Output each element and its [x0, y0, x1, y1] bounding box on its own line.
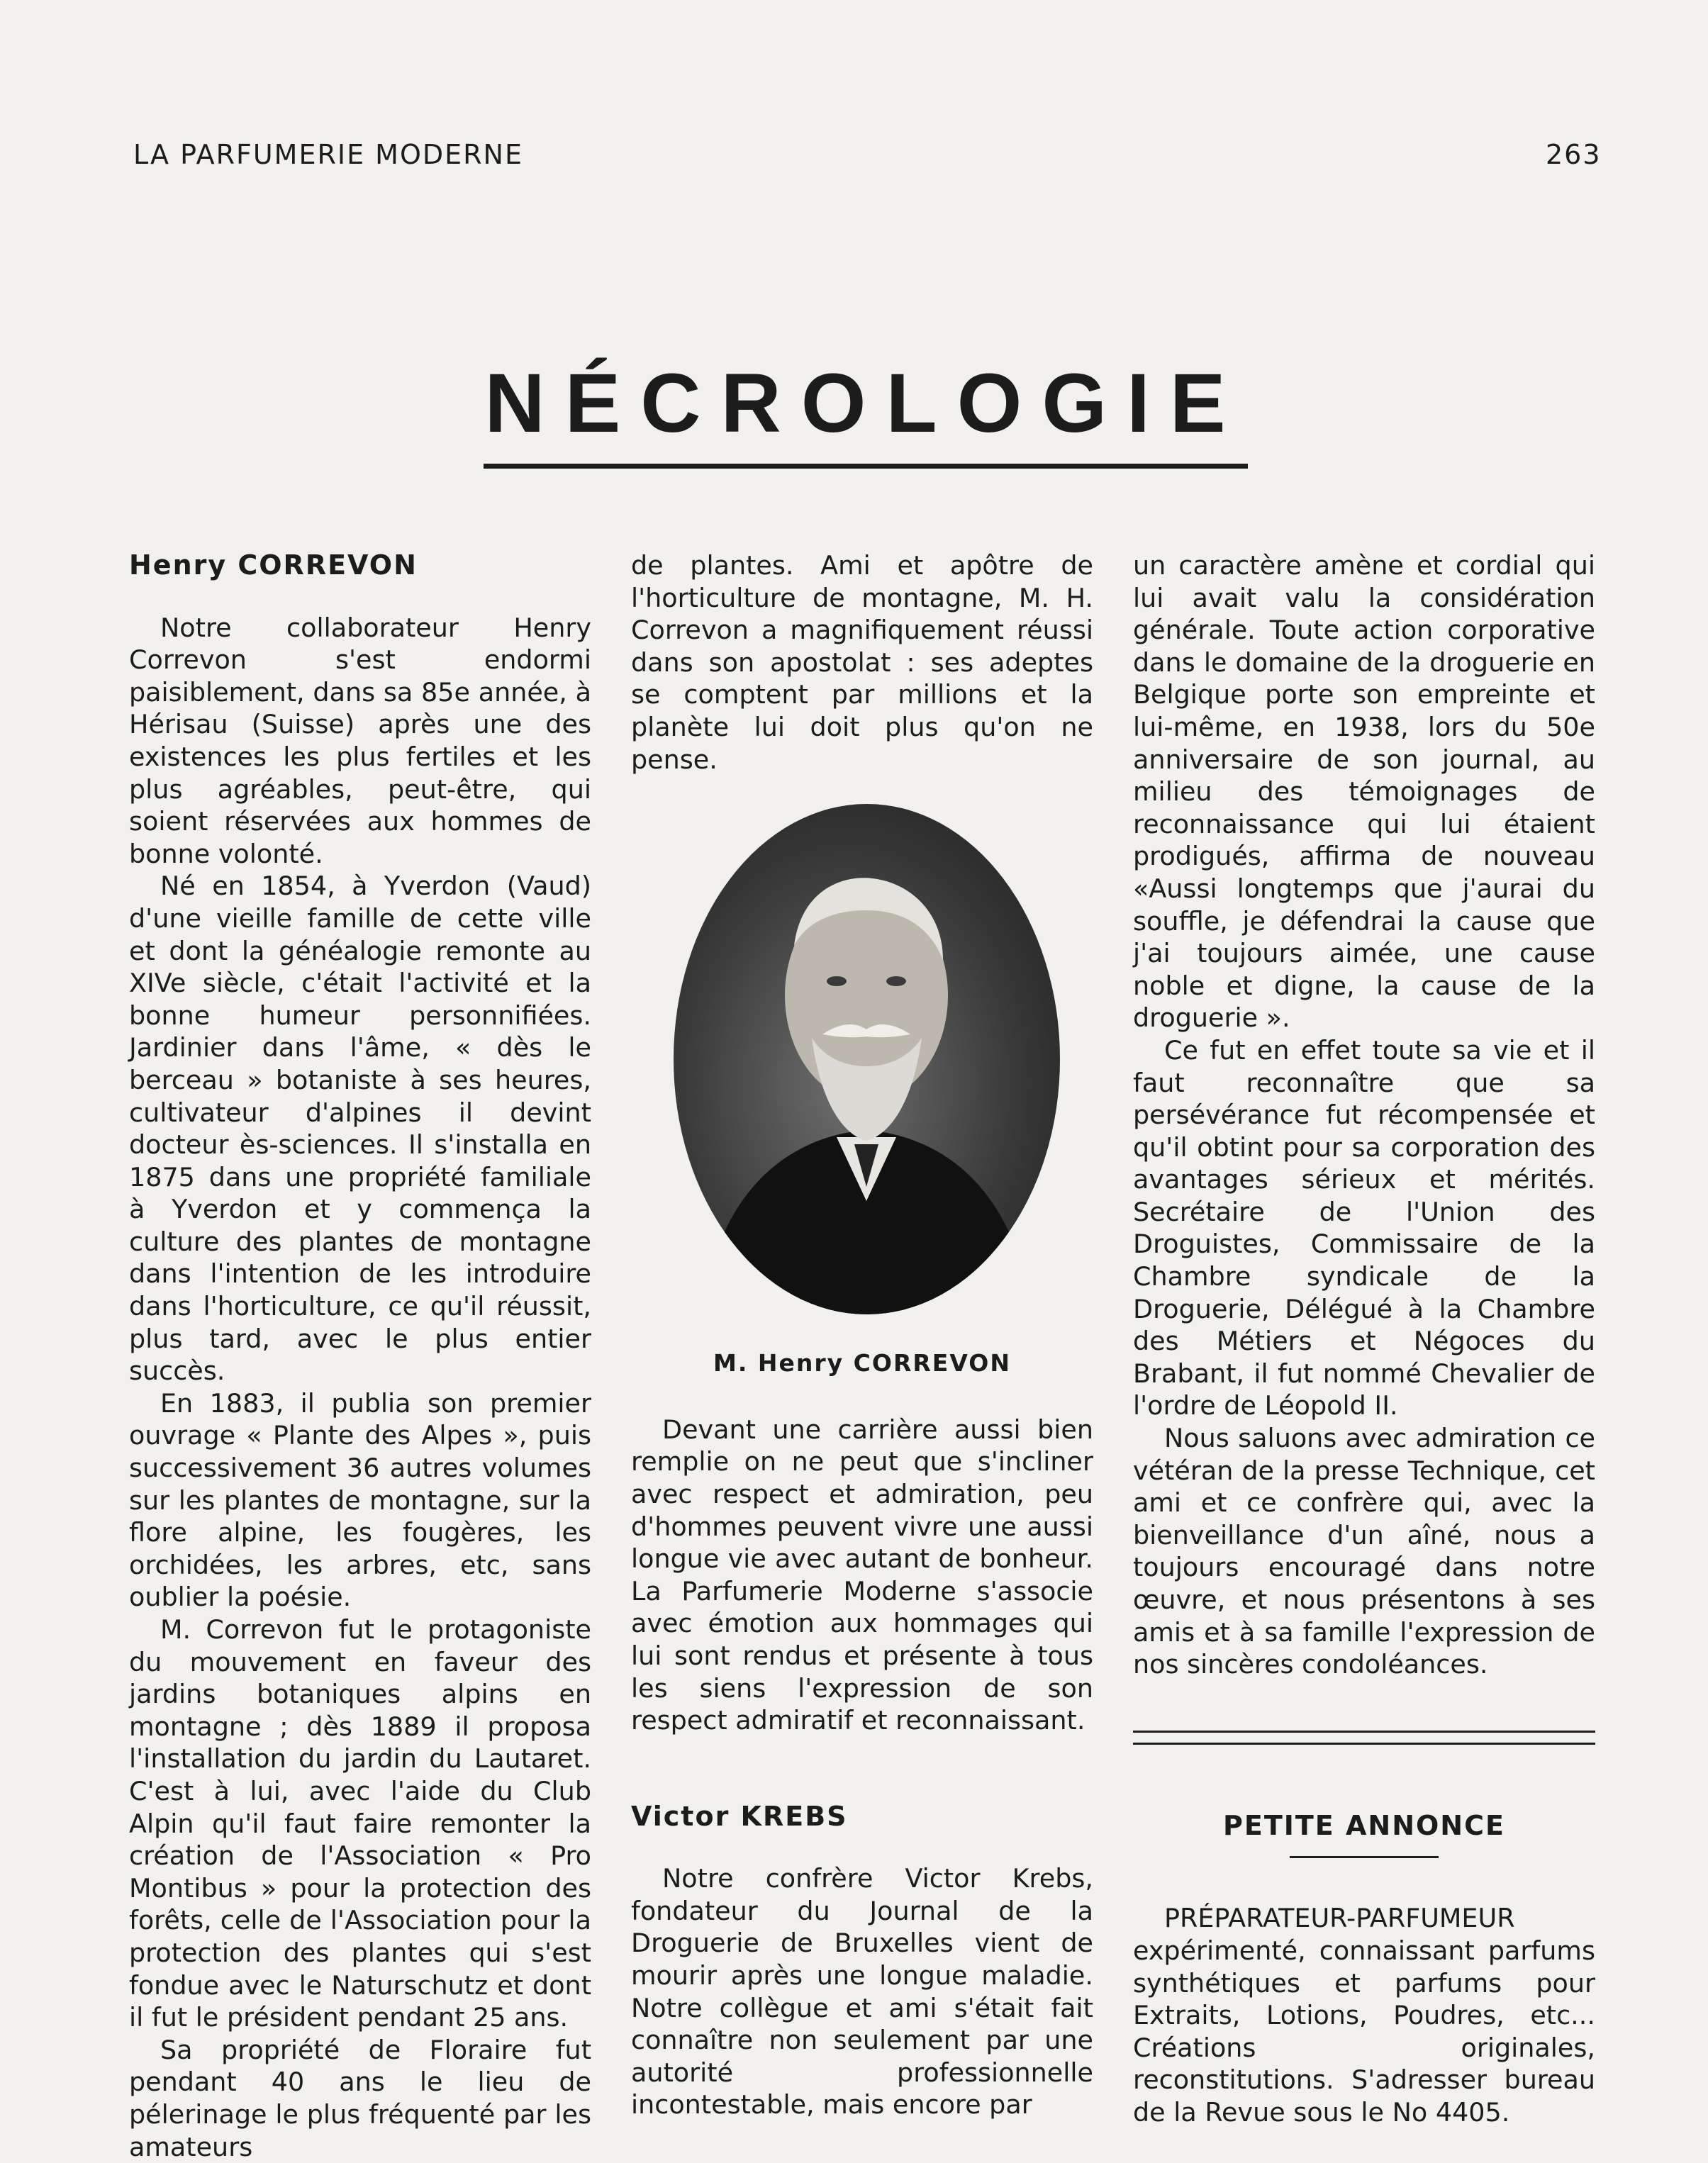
krebs-paragraph-3: Ce fut en effet toute sa vie et il faut reconnaître que sa persévérance fut récompensée et qu'il obtint pour sa corporation des avantages sérieux et mérités. Secrétaire de l'Union des Droguistes, Commissaire de la Chambre syndicale de la Droguerie, Délégué à la Chambre des Métiers et Négoces du Brabant, il fut nommé Chevalier de l'ordre de Léopold II.: [1133, 1034, 1595, 1421]
correvon-paragraph-6: de plantes. Ami et apôtre de l'horticulture de montagne, M. H. Correvon a magnifiquement réussi dans son apostolat : ses adeptes se comptent par millions et la planète lui doit plus qu'on ne pense.: [631, 550, 1093, 775]
annonce-underline: [1290, 1856, 1439, 1858]
correvon-paragraph-5: Sa propriété de Floraire fut pendant 40 ans le lieu de pélerinage le plus fréquenté par les amateurs: [129, 2034, 591, 2162]
correvon-paragraph-2: Né en 1854, à Yverdon (Vaud) d'une vieille famille de cette ville et dont la généalogie remonte au XIVe siècle, c'était l'activité et la bonne humeur personnifiées. Jardinier dans l'âme, « dès le berceau » botaniste à ses heures, cultivateur d'alpines il devint docteur ès-sciences. Il s'installa en 1875 dans une propriété familiale à Yverdon et y commença la culture des plantes de montagne dans l'intention de les introduire dans l'horticulture, ce qu'il réussit, plus tard, avec le plus entier succès.: [129, 871, 591, 1387]
page-number: 263: [1546, 139, 1602, 170]
column-1: [129, 549, 591, 2163]
correvon-paragraph-1: Notre collaborateur Henry Correvon s'est endormi paisiblement, dans sa 85e année, à Hérisau (Suisse) après une des existences les plus fertiles et les plus agréables, peut-être, qui soient réservées aux hommes de bonne volonté.: [129, 612, 591, 869]
portrait-frame: [631, 804, 1093, 1329]
correvon-paragraph-4: M. Correvon fut le protagoniste du mouvement en faveur des jardins botaniques alpins en montagne ; dès 1889 il proposa l'installation du jardin du Lautaret. C'est à lui, avec l'aide du Club Alpin qu'il faut faire remonter la création de l'Association « Pro Montibus » pour la protection des forêts, celle de l'Association pour la protection des plantes qui s'est fondue avec le Naturschutz et dont il fut le président pendant 25 ans.: [129, 1614, 591, 2033]
portrait-photo: [674, 804, 1060, 1314]
portrait-illustration: [674, 804, 1060, 1314]
column-3: [1133, 549, 1595, 2129]
correvon-paragraph-7: Devant une carrière aussi bien remplie on ne peut que s'incliner avec respect et admiration, peu d'hommes peuvent vivre une aussi longue vie avec autant de bonheur. La Parfumerie Moderne s'associe avec émotion aux hommages qui lui sont rendus et présente à tous les siens l'expression de son respect admiratif et reconnaissant.: [631, 1414, 1093, 1736]
annonce-heading: PETITE ANNONCE: [1223, 1809, 1505, 1841]
krebs-paragraph-1: Notre confrère Victor Krebs, fondateur du Journal de la Droguerie de Bruxelles vient de mourir après une longue maladie. Notre collègue et ami s'était fait connaître non seulement par une autorité professionnelle incontestable, mais encore par: [631, 1863, 1093, 2120]
correvon-heading: Henry CORREVON: [129, 549, 418, 581]
krebs-paragraph-4: Nous saluons avec admiration ce vétéran de la presse Technique, cet ami et ce confrère qui, avec la bienveillance d'un aîné, nous a toujours encouragé dans notre œuvre, et nous présentons à ses amis et à sa famille l'expression de nos sincères condoléances.: [1133, 1423, 1595, 1680]
annonce-text: PRÉPARATEUR-PARFUMEUR expérimenté, connaissant parfums synthétiques et parfums pour Extraits, Lotions, Poudres, etc... Créations originales, reconstitutions. S'adresser bureau de la Revue sous le No 4405.: [1133, 1903, 1595, 2128]
title-underline: [484, 464, 1248, 469]
section-divider: [1133, 1731, 1595, 1745]
page-title: NÉCROLOGIE: [484, 357, 1246, 450]
krebs-heading: Victor KREBS: [631, 1800, 848, 1832]
krebs-paragraph-2: un caractère amène et cordial qui lui avait valu la considération générale. Toute action corporative dans le domaine de la droguerie en Belgique porte son empreinte et lui-même, en 1938, lors du 50e anniversaire de son journal, au milieu des témoignages de reconnaissance qui lui étaient prodigués, affirma de nouveau «Aussi longtemps que j'aurai du souffle, je défendrai la cause que j'ai toujours aimée, une cause noble et digne, la cause de la droguerie ».: [1133, 550, 1595, 1034]
portrait-caption: M. Henry CORREVON: [713, 1349, 1011, 1377]
column-2: [631, 549, 1093, 2121]
correvon-paragraph-3: En 1883, il publia son premier ouvrage « Plante des Alpes », puis successivement 36 autres volumes sur les plantes de montagne, sur la flore alpine, les fougères, les orchidées, les arbres, etc, sans oublier la poésie.: [129, 1387, 591, 1613]
journal-name: LA PARFUMERIE MODERNE: [133, 139, 523, 170]
